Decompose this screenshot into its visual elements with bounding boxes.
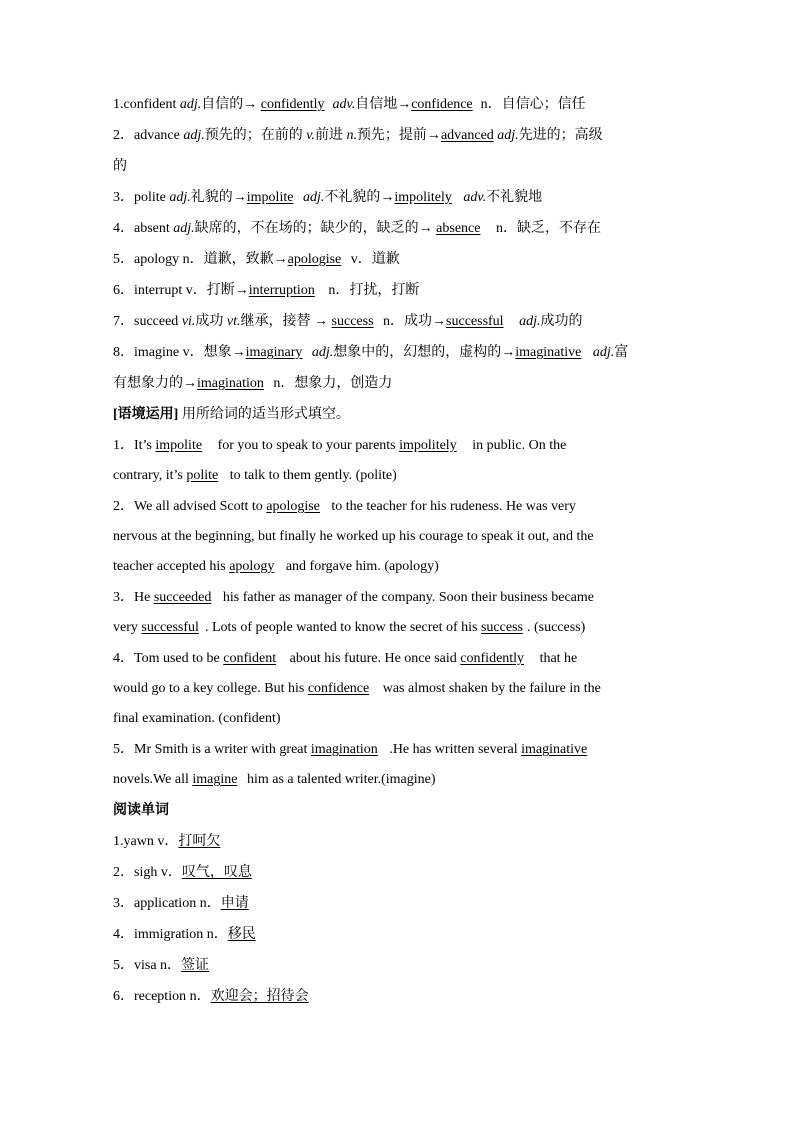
text-segment: 不礼貌地: [486, 190, 543, 205]
answer-blank: imagination: [310, 742, 378, 757]
text-segment: v．道歉: [347, 252, 400, 267]
text-segment: 成功的: [540, 314, 583, 329]
text-line: [113, 312, 681, 332]
text-segment: n．成功→: [379, 314, 447, 329]
vocab-item: [113, 188, 681, 208]
exercise-item: [113, 740, 681, 790]
text-segment: would go to a key college. But his: [113, 681, 308, 696]
text-line: [113, 95, 681, 115]
text-line: [113, 527, 681, 547]
text-segment: 礼貌的→: [190, 190, 247, 205]
answer-blank: 签证: [181, 958, 210, 973]
text-segment: 有想象力的→: [113, 376, 197, 391]
text-segment: for you to speak to your parents: [214, 438, 400, 453]
text-segment: 3．application n．: [113, 896, 221, 911]
text-segment: adj.: [173, 221, 195, 236]
context-heading: [113, 405, 681, 425]
text-segment: 5．Mr Smith is a writer with great: [113, 742, 311, 757]
answer-blank: impolitely: [399, 438, 457, 453]
answer-blank: confidently: [260, 97, 325, 112]
text-segment: adj.: [519, 314, 541, 329]
text-segment: 6．reception n．: [113, 989, 211, 1004]
text-line: [113, 709, 681, 729]
text-segment: adj.: [311, 345, 334, 360]
text-segment: 4．immigration n．: [113, 927, 228, 942]
answer-blank: apology: [229, 559, 275, 574]
text-segment: that he: [536, 651, 578, 666]
text-segment: 2．advance: [113, 128, 184, 143]
text-segment: 7．succeed: [113, 314, 182, 329]
text-segment: n．打扰，打断: [324, 283, 420, 298]
answer-blank: polite: [186, 468, 219, 483]
text-segment: 5．visa n．: [113, 958, 182, 973]
reading-word-item: [113, 987, 681, 1007]
text-line: [113, 956, 681, 976]
text-segment: about his future. He once said: [286, 651, 461, 666]
text-segment: 3．polite: [113, 190, 170, 205]
text-segment: 继承，接替 →: [240, 314, 332, 329]
reading-word-item: [113, 894, 681, 914]
answer-blank: confident: [223, 651, 277, 666]
text-segment: was almost shaken by the failure in the: [379, 681, 601, 696]
answer-blank: impolite: [246, 190, 294, 205]
text-segment: 5．apology: [113, 252, 183, 267]
text-segment: 1.confident: [113, 97, 180, 112]
text-segment: 1.yawn v．: [113, 834, 179, 849]
text-line: [113, 770, 681, 790]
vocab-item: [113, 250, 681, 270]
text-segment: n.: [346, 128, 357, 143]
text-segment: him as a talented writer.(imagine): [243, 772, 436, 787]
answer-blank: 移民: [227, 927, 256, 942]
text-segment: . (success): [526, 620, 586, 635]
text-segment: 8．imagine: [113, 345, 183, 360]
text-segment: 1．It’s: [113, 438, 156, 453]
text-line: [113, 863, 681, 883]
text-line: [113, 679, 681, 699]
text-segment: adj.: [302, 190, 325, 205]
text-segment: 2．sigh v．: [113, 865, 182, 880]
text-segment: very: [113, 620, 142, 635]
vocab-item: [113, 95, 681, 115]
text-line: [113, 497, 681, 517]
answer-blank: confidence: [411, 97, 473, 112]
answer-blank: 打呵欠: [178, 834, 221, 849]
document-page: [113, 95, 681, 1007]
text-line: [113, 618, 681, 638]
answer-blank: confidently: [460, 651, 525, 666]
text-segment: 的: [113, 159, 127, 174]
exercise-section: [113, 436, 681, 790]
text-line: [113, 894, 681, 914]
text-line: [113, 925, 681, 945]
answer-blank: impolite: [155, 438, 203, 453]
text-line: [113, 740, 681, 760]
text-segment: adj.: [592, 345, 615, 360]
text-line: [113, 126, 681, 146]
text-segment: nervous at the beginning, but finally he worked up his courage to speak it out, and the: [113, 529, 594, 544]
text-segment: adv.: [463, 190, 487, 205]
text-segment: 6．interrupt: [113, 283, 186, 298]
text-segment: 4．absent: [113, 221, 174, 236]
text-segment: adj.: [179, 97, 202, 112]
text-line: [113, 374, 681, 394]
text-segment: n．自信心；信任: [480, 97, 586, 112]
exercise-item: [113, 649, 681, 729]
text-segment: to the teacher for his rudeness. He was very: [327, 499, 576, 514]
text-segment: 自信地→: [355, 97, 412, 112]
answer-blank: successful: [446, 314, 504, 329]
reading-word-item: [113, 863, 681, 883]
text-segment: teacher accepted his: [113, 559, 230, 574]
answer-blank: imagination: [197, 376, 264, 391]
text-segment: 3．He: [113, 590, 154, 605]
text-segment: vt.: [226, 314, 241, 329]
context-heading-instruction: 用所给词的适当形式填空。: [178, 407, 350, 422]
answer-blank: confidence: [307, 681, 370, 696]
text-segment: adv.: [332, 97, 356, 112]
text-segment: 自信的→: [201, 97, 261, 112]
context-heading-label: [语境运用]: [113, 407, 179, 422]
reading-word-item: [113, 832, 681, 852]
reading-words-section: [113, 832, 681, 1007]
answer-blank: impolitely: [394, 190, 452, 205]
answer-blank: imaginative: [515, 345, 582, 360]
text-segment: in public. On the: [468, 438, 567, 453]
text-segment: n．缺乏，不存在: [492, 221, 601, 236]
text-line: [113, 436, 681, 456]
answer-blank: absence: [436, 221, 481, 236]
answer-blank: imagine: [192, 772, 238, 787]
text-segment: 缺席的，不在场的；缺少的，缺乏的→: [194, 221, 437, 236]
text-segment: 成功: [195, 314, 227, 329]
text-line: [113, 281, 681, 301]
text-segment: 不礼貌的→: [324, 190, 395, 205]
vocab-item: [113, 281, 681, 301]
answer-blank: success: [331, 314, 374, 329]
text-line: [113, 250, 681, 270]
text-line: [113, 832, 681, 852]
text-segment: 想象中的，幻想的，虚构的→: [333, 345, 516, 360]
reading-word-item: [113, 925, 681, 945]
text-segment: adj.: [497, 128, 519, 143]
reading-heading: 阅读单词: [113, 803, 169, 818]
vocab-item: [113, 219, 681, 239]
answer-blank: successful: [141, 620, 199, 635]
text-segment: 前进: [314, 128, 347, 143]
text-line: [113, 219, 681, 239]
text-segment: adj.: [183, 128, 205, 143]
text-line: [113, 157, 681, 177]
exercise-item: [113, 588, 681, 638]
answer-blank: 申请: [220, 896, 249, 911]
text-segment: and forgave him. (apology): [282, 559, 439, 574]
text-line: [113, 649, 681, 669]
text-line: [113, 466, 681, 486]
answer-blank: 叹气，叹息: [181, 865, 252, 880]
text-segment: novels.We all: [113, 772, 193, 787]
text-segment: 富: [614, 345, 629, 360]
answer-blank: apologise: [287, 252, 342, 267]
text-line: [113, 343, 681, 363]
vocab-item: [113, 343, 681, 394]
text-segment: final examination. (confident): [113, 711, 281, 726]
text-line: [113, 557, 681, 577]
text-segment: v．想象→: [182, 345, 246, 360]
text-segment: . Lots of people wanted to know the secret of his: [204, 620, 481, 635]
text-line: [113, 188, 681, 208]
answer-blank: interruption: [248, 283, 315, 298]
text-segment: .He has written several: [385, 742, 522, 757]
text-segment: adj.: [169, 190, 191, 205]
answer-blank: imaginary: [245, 345, 303, 360]
answer-blank: 欢迎会；招待会: [210, 989, 309, 1004]
text-segment: v．打断→: [185, 283, 249, 298]
text-segment: 预先的；在前的: [204, 128, 307, 143]
text-line: [113, 588, 681, 608]
text-segment: 预先；提前→: [356, 128, 441, 143]
text-segment: to talk to them gently. (polite): [226, 468, 397, 483]
text-segment: n．想象力，创造力: [269, 376, 393, 391]
text-segment: 2．We all advised Scott to: [113, 499, 267, 514]
vocab-item: [113, 126, 681, 177]
text-segment: n．道歉，致歉→: [182, 252, 288, 267]
answer-blank: apologise: [266, 499, 320, 514]
text-segment: vi.: [181, 314, 196, 329]
answer-blank: imaginative: [521, 742, 588, 757]
text-segment: contrary, it’s: [113, 468, 187, 483]
text-segment: 先进的；高级: [518, 128, 603, 143]
exercise-item: [113, 497, 681, 577]
text-segment: his father as manager of the company. Soon their business became: [219, 590, 595, 605]
reading-word-item: [113, 956, 681, 976]
answer-blank: succeeded: [153, 590, 212, 605]
answer-blank: advanced: [440, 128, 494, 143]
vocabulary-section: [113, 95, 681, 394]
exercise-item: [113, 436, 681, 486]
text-segment: v.: [306, 128, 315, 143]
vocab-item: [113, 312, 681, 332]
text-segment: 4．Tom used to be: [113, 651, 224, 666]
answer-blank: success: [480, 620, 523, 635]
text-line: [113, 987, 681, 1007]
